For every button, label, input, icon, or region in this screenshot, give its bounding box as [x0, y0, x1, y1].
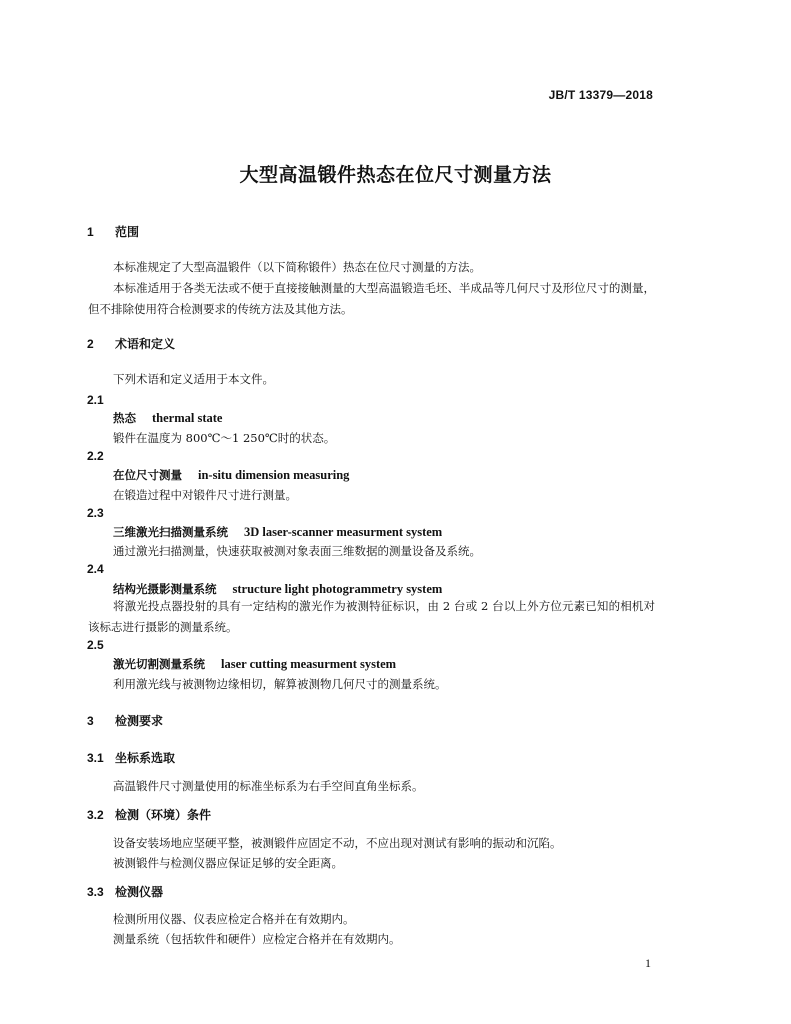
term-definition: 锻件在温度为 800℃～1 250℃时的状态。: [113, 431, 336, 445]
section-3-1-paragraph: 高温锻件尺寸测量使用的标准坐标系为右手空间直角坐标系。: [113, 779, 424, 793]
term-en: in-situ dimension measuring: [198, 468, 350, 482]
section-3-3-paragraph-2: 测量系统（包括软件和硬件）应检定合格并在有效期内。: [113, 932, 401, 946]
section-number: 3.2: [87, 808, 104, 822]
term-heading: [113, 581, 442, 597]
section-title: 检测（环境）条件: [115, 808, 212, 822]
page-number: 1: [645, 956, 651, 970]
section-number: 3: [87, 714, 94, 728]
section-3-heading: [87, 712, 163, 729]
section-title: 检测要求: [115, 714, 164, 728]
term-number: 2.5: [87, 638, 104, 652]
section-number: 3.3: [87, 885, 104, 899]
section-3-2-paragraph-1: 设备安装场地应坚硬平整，被测锻件应固定不动，不应出现对测试有影响的振动和沉陷。: [113, 836, 562, 850]
term-number: 2.4: [87, 562, 104, 576]
term-number: 2.3: [87, 506, 104, 520]
term-en: thermal state: [152, 411, 223, 425]
section-number: 1: [87, 225, 94, 239]
term-en: 3D laser-scanner measurment system: [244, 525, 443, 539]
section-number: 3.1: [87, 751, 104, 765]
section-title: 范围: [115, 225, 140, 239]
term-en: laser cutting measurment system: [221, 657, 397, 671]
section-3-1-heading: [87, 749, 175, 766]
section-title: 检测仪器: [115, 885, 164, 899]
term-heading: [113, 467, 349, 483]
section-1-paragraph-1: 本标准规定了大型高温锻件（以下简称锻件）热态在位尺寸测量的方法。: [113, 260, 481, 274]
section-title: 坐标系选取: [115, 751, 176, 765]
term-definition: 利用激光线与被测物边缘相切，解算被测物几何尺寸的测量系统。: [113, 677, 447, 691]
term-definition: 将激光投点器投射的具有一定结构的激光作为被测特征标识，由 2 台或 2 台以上外方位元素已知的相机对该标志进行摄影的测量系统。: [88, 599, 655, 634]
document-title: 大型高温锻件热态在位尺寸测量方法: [239, 164, 552, 186]
term-definition: 在锻造过程中对锻件尺寸进行测量。: [113, 488, 297, 502]
section-2-intro: 下列术语和定义适用于本文件。: [113, 372, 274, 386]
term-heading: [113, 524, 442, 540]
section-title: 术语和定义: [115, 337, 176, 351]
term-definition: 通过激光扫描测量，快速获取被测对象表面三维数据的测量设备及系统。: [113, 544, 481, 558]
term-zh: 三维激光扫描测量系统: [113, 525, 228, 539]
term-zh: 结构光摄影测量系统: [113, 582, 217, 596]
term-zh: 在位尺寸测量: [113, 468, 182, 482]
term-zh: 激光切割测量系统: [113, 657, 205, 671]
term-en: structure light photogrammetry system: [232, 582, 443, 596]
section-3-2-paragraph-2: 被测锻件与检测仪器应保证足够的安全距离。: [113, 856, 343, 870]
section-3-3-paragraph-1: 检测所用仪器、仪表应检定合格并在有效期内。: [113, 912, 355, 926]
term-heading: [113, 410, 222, 426]
term-number: 2.1: [87, 393, 104, 407]
term-heading: [113, 656, 396, 672]
section-number: 2: [87, 337, 94, 351]
section-3-3-heading: [87, 883, 163, 900]
section-1-paragraph-2: 本标准适用于各类无法或不便于直接接触测量的大型高温锻造毛坯、半成品等几何尺寸及形位尺寸的测量，但不排除使用符合检测要求的传统方法及其他方法。: [88, 281, 655, 316]
term-zh: 热态: [113, 411, 136, 425]
section-1-heading: [87, 223, 139, 240]
term-number: 2.2: [87, 449, 104, 463]
standard-code: JB/T 13379—2018: [548, 88, 653, 102]
section-2-heading: [87, 335, 175, 352]
section-3-2-heading: [87, 806, 211, 823]
